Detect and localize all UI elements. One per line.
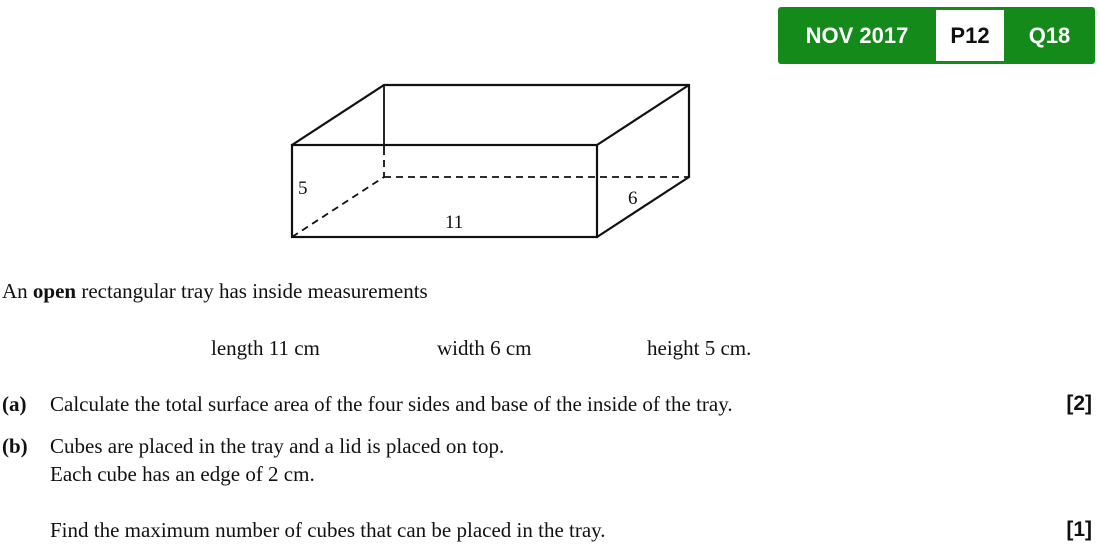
dimensions-row — [0, 336, 1100, 366]
length-label: 11 — [445, 212, 464, 233]
emphasis-open: open — [32, 279, 77, 303]
height-dimension: height 5 cm. — [647, 336, 752, 360]
length-dimension: length 11 cm — [211, 336, 320, 360]
tray-diagram — [280, 80, 700, 245]
part-b-line1: Cubes are placed in the tray and a lid is placed on top. — [50, 434, 505, 458]
bottom-right-edge — [597, 177, 689, 237]
width-label: 6 — [628, 188, 638, 209]
top-right-edge — [597, 85, 689, 145]
part-a-text: Calculate the total surface area of the four sides and base of the inside of the tray. — [50, 392, 733, 416]
height-label: 5 — [298, 178, 308, 199]
intro-text: An open rectangular tray has inside measurements — [2, 279, 428, 303]
part-b-marks: [1] — [1066, 518, 1092, 541]
part-b-line2: Each cube has an edge of 2 cm. — [50, 462, 315, 486]
exam-session-label: NOV 2017 — [805, 23, 909, 48]
question-badge — [778, 7, 1095, 64]
top-left-edge — [292, 85, 384, 145]
part-a-marks: [2] — [1066, 392, 1092, 415]
part-a-label: (a) — [2, 392, 27, 416]
width-dimension: width 6 cm — [437, 336, 532, 360]
paper-number-label: P12 — [936, 10, 1004, 61]
part-b-question: Find the maximum number of cubes that can be placed in the tray. — [50, 518, 606, 542]
part-b-label: (b) — [2, 434, 28, 458]
question-number-label: Q18 — [1028, 23, 1071, 48]
